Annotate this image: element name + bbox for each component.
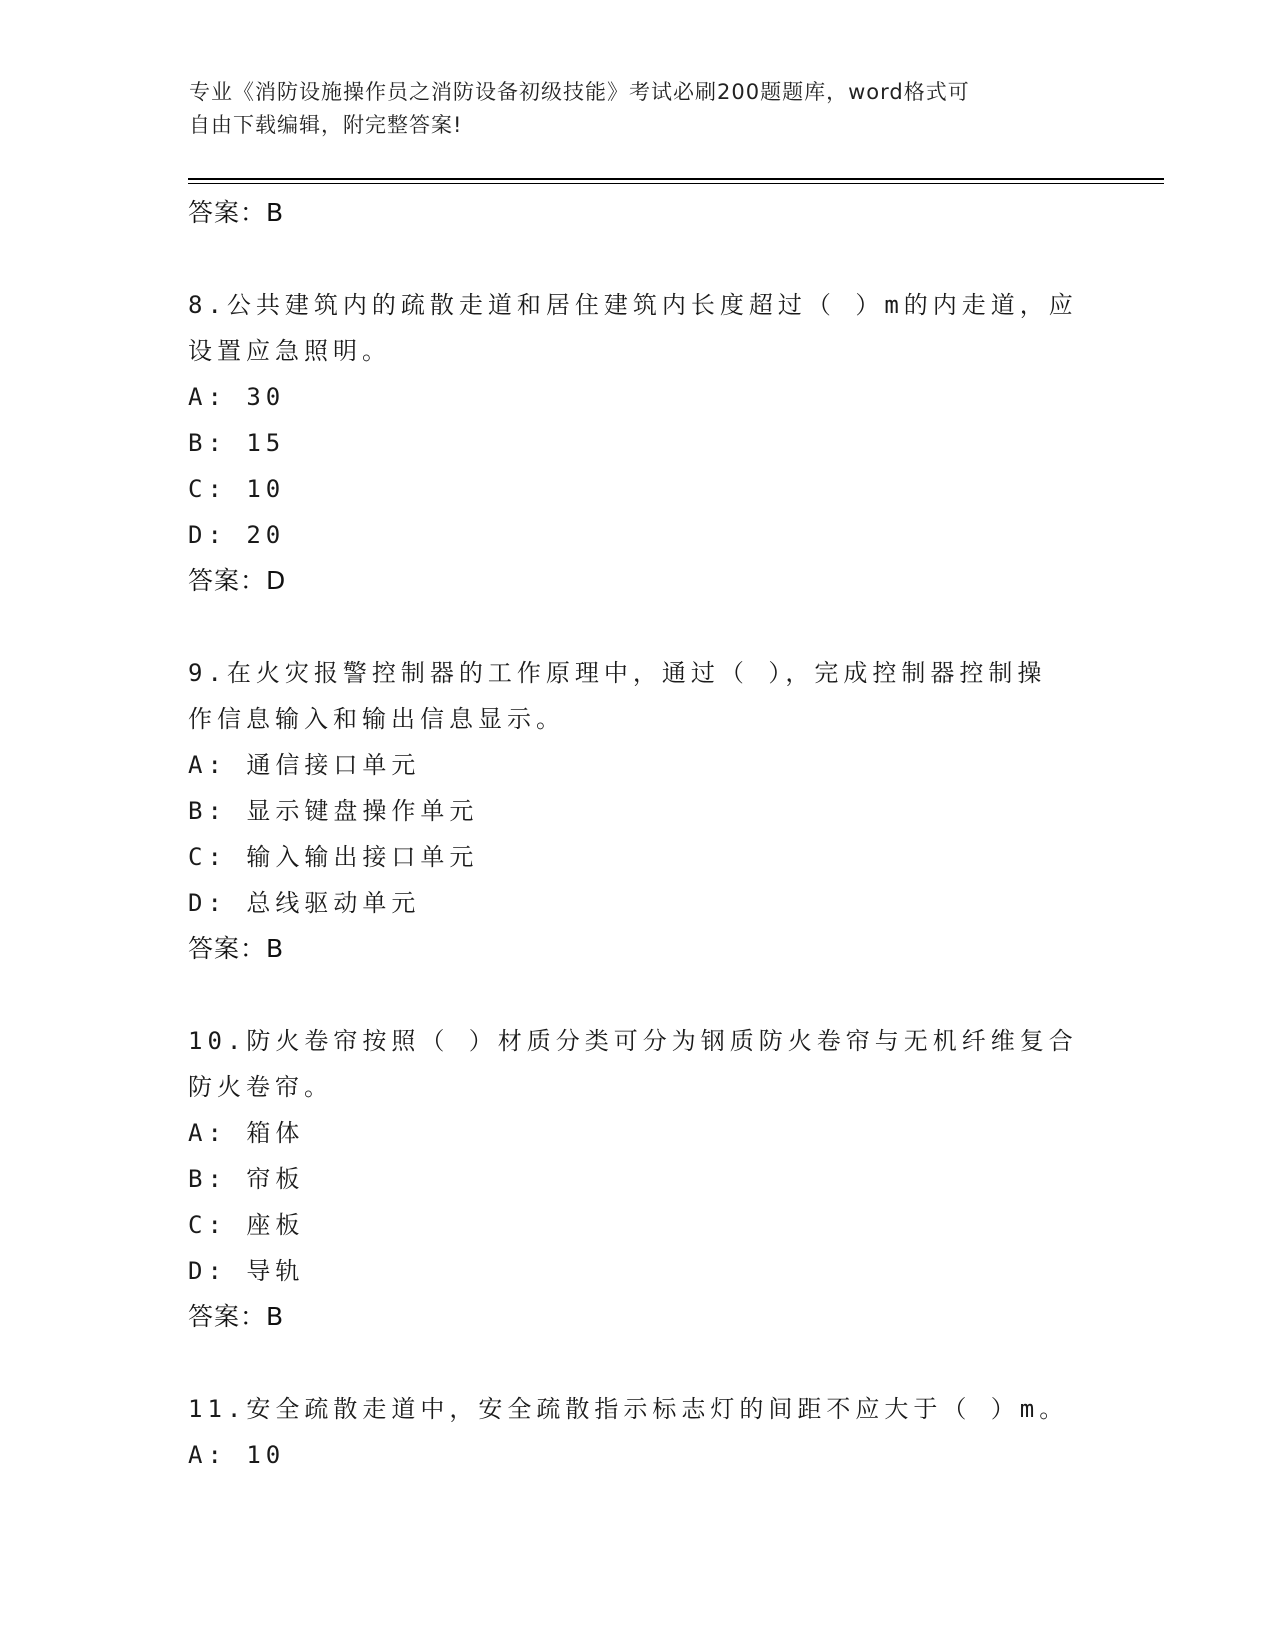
option-d: D: 20 bbox=[188, 521, 286, 549]
question-10 bbox=[188, 1018, 1088, 1340]
question-stem-line-1: 11.安全疏散走道中，安全疏散指示标志灯的间距不应大于（ ）m。 bbox=[188, 1395, 1069, 1423]
answer: 答案：D bbox=[188, 566, 287, 595]
question-stem-line-1: 8.公共建筑内的疏散走道和居住建筑内长度超过（ ）m的内走道，应 bbox=[188, 291, 1078, 319]
option-c: C: 座板 bbox=[188, 1211, 305, 1239]
question-stem-line-2: 设置应急照明。 bbox=[188, 337, 391, 365]
question-9 bbox=[188, 650, 1088, 972]
question-stem-line-2: 防火卷帘。 bbox=[188, 1073, 333, 1101]
option-c: C: 输入输出接口单元 bbox=[188, 843, 479, 871]
previous-answer: 答案：B bbox=[188, 198, 285, 227]
answer: 答案：B bbox=[188, 1302, 285, 1331]
question-11 bbox=[188, 1386, 1088, 1478]
option-a: A: 通信接口单元 bbox=[188, 751, 421, 779]
option-c: C: 10 bbox=[188, 475, 286, 503]
option-a: A: 10 bbox=[188, 1441, 286, 1469]
option-d: D: 导轨 bbox=[188, 1257, 305, 1285]
question-stem-line-1: 10.防火卷帘按照（ ）材质分类可分为钢质防火卷帘与无机纤维复合 bbox=[188, 1027, 1078, 1055]
option-d: D: 总线驱动单元 bbox=[188, 889, 421, 917]
question-8 bbox=[188, 282, 1088, 604]
option-b: B: 帘板 bbox=[188, 1165, 305, 1193]
header-divider-thick bbox=[188, 178, 1164, 180]
header-line-2: 自由下载编辑，附完整答案! bbox=[189, 113, 463, 137]
answer: 答案：B bbox=[188, 934, 285, 963]
option-b: B: 显示键盘操作单元 bbox=[188, 797, 479, 825]
question-stem-line-1: 9.在火灾报警控制器的工作原理中，通过（ ），完成控制器控制操 bbox=[188, 659, 1047, 687]
option-b: B: 15 bbox=[188, 429, 286, 457]
option-a: A: 30 bbox=[188, 383, 286, 411]
question-stem-line-2: 作信息输入和输出信息显示。 bbox=[188, 705, 565, 733]
header-line-1: 专业《消防设施操作员之消防设备初级技能》考试必刷200题题库，word格式可 bbox=[189, 80, 970, 104]
header-divider-thin bbox=[188, 183, 1164, 184]
page-content bbox=[188, 190, 1088, 1478]
document-header bbox=[189, 76, 1089, 142]
option-a: A: 箱体 bbox=[188, 1119, 305, 1147]
